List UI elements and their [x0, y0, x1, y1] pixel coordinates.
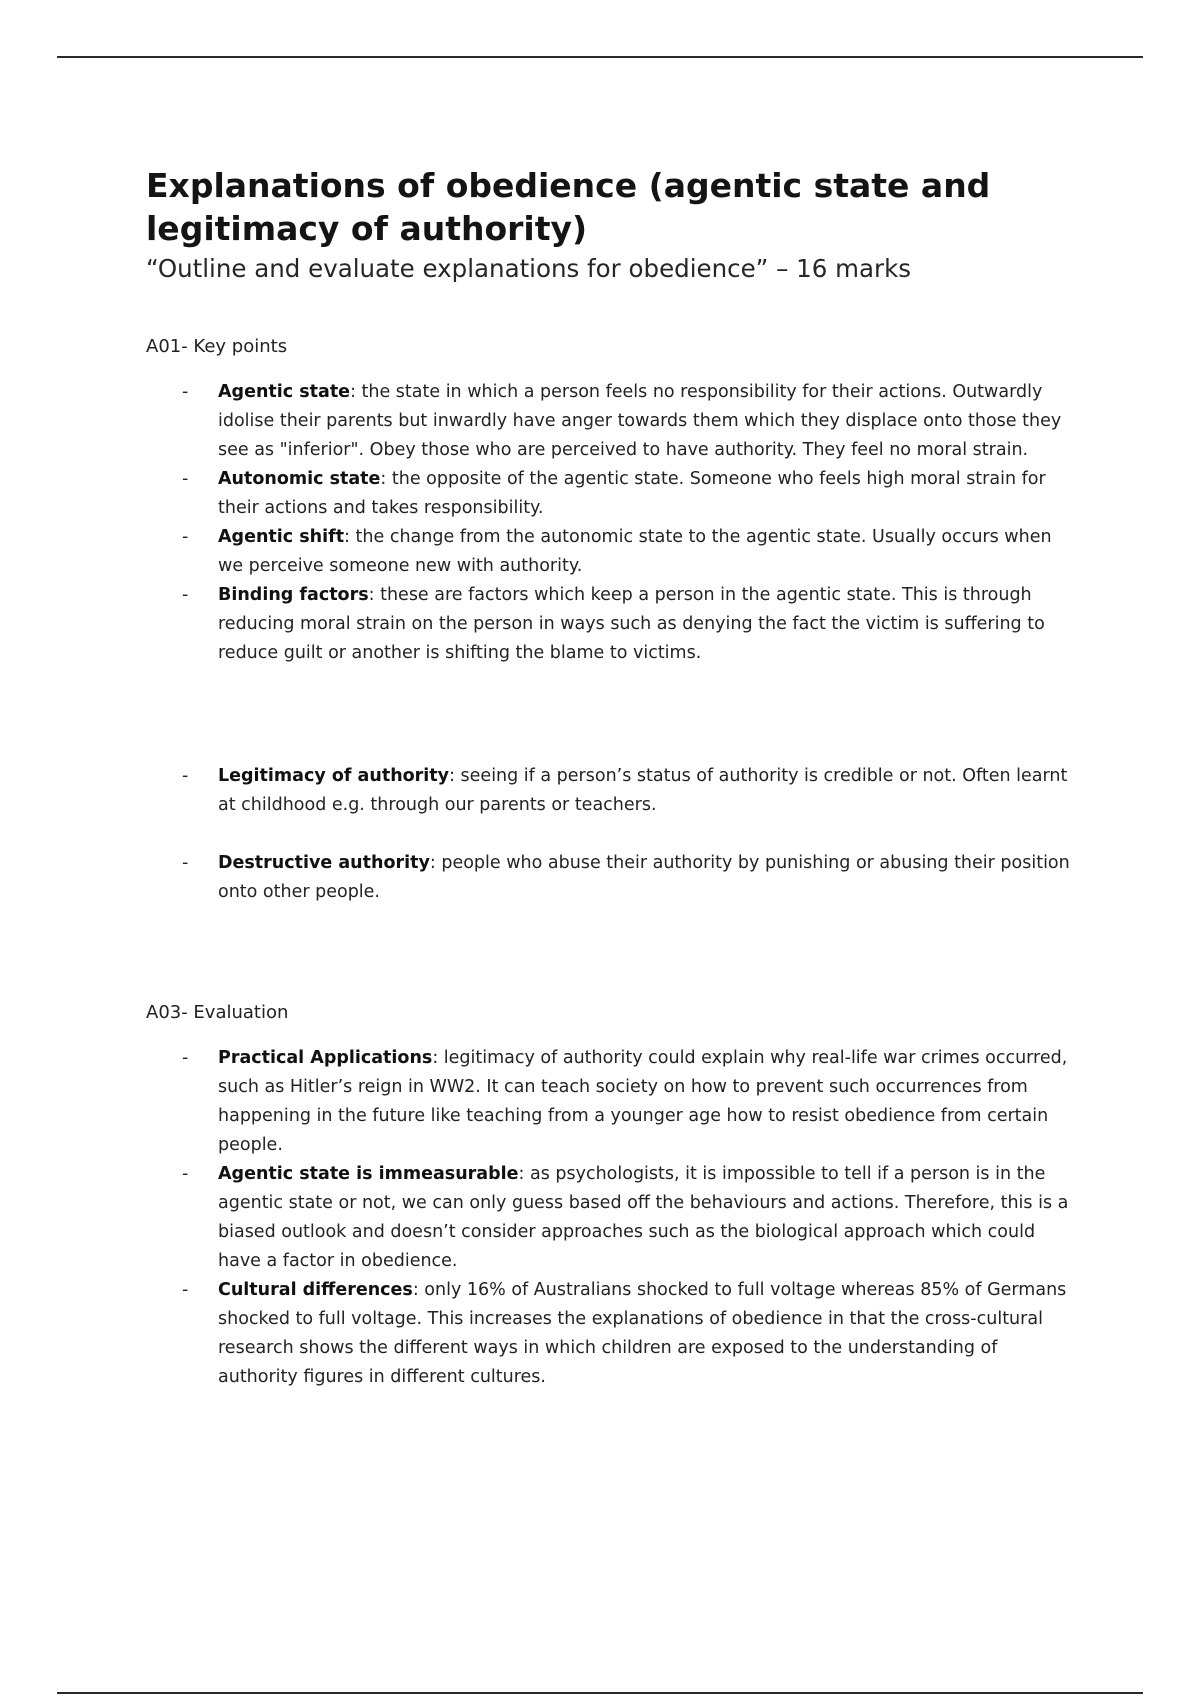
- page-subtitle: “Outline and evaluate explanations for obedience” – 16 marks: [146, 254, 912, 283]
- bullet-dash: -: [182, 1048, 189, 1068]
- page-title: Explanations of obedience (agentic state and legitimacy of authority): [146, 166, 991, 248]
- item-term: Agentic state: [218, 382, 351, 402]
- list-item: [146, 1276, 1076, 1392]
- bullet-dash: -: [182, 585, 189, 605]
- bullet-dash: -: [182, 469, 189, 489]
- key-points-list: [146, 378, 1076, 668]
- item-text: : as psychologists, it is impossible to tell if a person is in the agentic state or not, we can only guess based off the behaviours and actions. Therefore, this is a biased outlook and doesn’t consider approaches such as the biological approach which could have a factor in obedience.: [218, 1164, 1069, 1271]
- bullet-dash: -: [182, 1280, 189, 1300]
- list-item: [146, 378, 1076, 465]
- bullet-dash: -: [182, 382, 189, 402]
- item-text: : these are factors which keep a person in the agentic state. This is through reducing moral strain on the person in ways such as denying the fact the victim is suffering to reduce guilt or another is shifting the blame to victims.: [218, 585, 1045, 663]
- list-item: [146, 523, 1076, 581]
- item-term: Autonomic state: [218, 469, 381, 489]
- list-item: [146, 762, 1076, 820]
- item-term: Practical Applications: [218, 1048, 433, 1068]
- item-term: Agentic state is immeasurable: [218, 1164, 519, 1184]
- item-term: Destructive authority: [218, 853, 430, 873]
- header-rule: [57, 56, 1143, 58]
- item-term: Agentic shift: [218, 527, 345, 547]
- key-points-list-final: [146, 849, 1076, 907]
- item-term: Legitimacy of authority: [218, 766, 450, 786]
- item-text: : the change from the autonomic state to the agentic state. Usually occurs when we perceive someone new with authority.: [218, 527, 1052, 576]
- bullet-dash: -: [182, 853, 189, 873]
- section-heading-a03: A03- Evaluation: [146, 1002, 289, 1023]
- footer-rule: [57, 1692, 1143, 1694]
- bullet-dash: -: [182, 1164, 189, 1184]
- item-text: : the opposite of the agentic state. Someone who feels high moral strain for their actions and takes responsibility.: [218, 469, 1046, 518]
- item-text: : only 16% of Australians shocked to full voltage whereas 85% of Germans shocked to full voltage. This increases the explanations of obedience in that the cross-cultural research shows the different ways in which children are exposed to the understanding of authority figures in different cultures.: [218, 1280, 1067, 1387]
- item-term: Cultural differences: [218, 1280, 413, 1300]
- bullet-dash: -: [182, 766, 189, 786]
- item-term: Binding factors: [218, 585, 369, 605]
- item-text: : the state in which a person feels no responsibility for their actions. Outwardly idolise their parents but inwardly have anger towards them which they displace onto those they see as "inferior". Obey those who are perceived to have authority. They feel no moral strain.: [218, 382, 1062, 460]
- list-item: [146, 465, 1076, 523]
- list-item: [146, 1160, 1076, 1276]
- item-text: : legitimacy of authority could explain why real-life war crimes occurred, such as Hitler’s reign in WW2. It can teach society on how to prevent such occurrences from happening in the future like teaching from a younger age how to resist obedience from certain people.: [218, 1048, 1068, 1155]
- item-text: : people who abuse their authority by punishing or abusing their position onto other people.: [218, 853, 1070, 902]
- key-points-list-continued: [146, 762, 1076, 820]
- list-item: [146, 1044, 1076, 1160]
- item-text: : seeing if a person’s status of authority is credible or not. Often learnt at childhood e.g. through our parents or teachers.: [218, 766, 1068, 815]
- evaluation-list: [146, 1044, 1076, 1392]
- list-item: [146, 581, 1076, 668]
- bullet-dash: -: [182, 527, 189, 547]
- section-heading-a01: A01- Key points: [146, 336, 288, 357]
- list-item: [146, 849, 1076, 907]
